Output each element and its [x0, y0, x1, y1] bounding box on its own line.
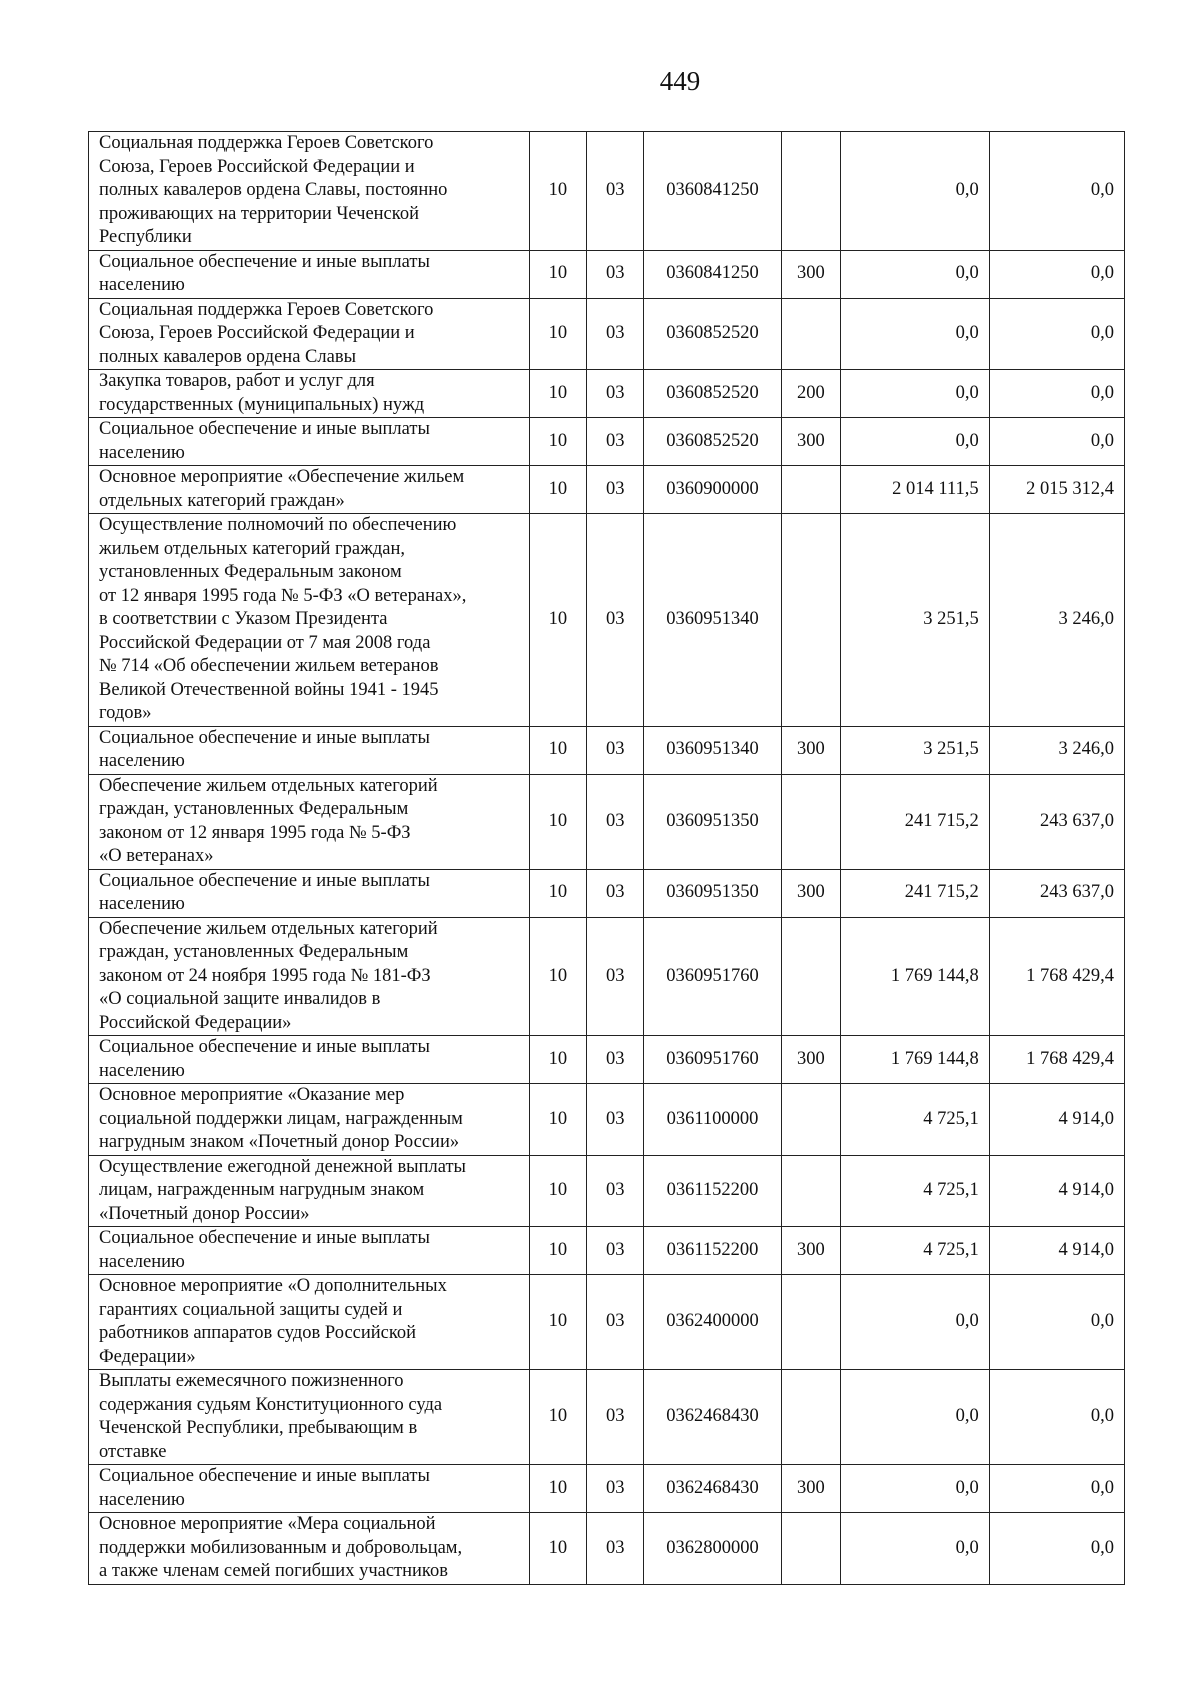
amount-year-2: 0,0	[989, 1465, 1124, 1513]
section-code: 10	[529, 726, 586, 774]
description-line: Основное мероприятие «Обеспечение жильем	[99, 467, 465, 487]
section-code: 10	[529, 1036, 586, 1084]
amount-year-2: 4 914,0	[989, 1227, 1124, 1275]
row-description	[89, 418, 530, 466]
table-row	[89, 917, 1125, 1036]
description-line: Выплаты ежемесячного пожизненного	[99, 1371, 404, 1391]
row-description	[89, 869, 530, 917]
amount-year-2: 0,0	[989, 1370, 1124, 1465]
amount-year-2: 243 637,0	[989, 774, 1124, 869]
amount-year-1: 0,0	[841, 418, 990, 466]
description-line: работников аппаратов судов Российской	[99, 1323, 417, 1343]
section-code: 10	[529, 370, 586, 418]
table-row	[89, 1084, 1125, 1156]
amount-year-2: 1 768 429,4	[989, 917, 1124, 1036]
amount-year-2: 0,0	[989, 298, 1124, 370]
amount-year-1: 4 725,1	[841, 1227, 990, 1275]
subsection-code: 03	[587, 1513, 644, 1585]
description-line: населению	[99, 751, 185, 771]
target-article-code: 0360900000	[644, 466, 781, 514]
description-line: проживающих на территории Чеченской	[99, 203, 419, 224]
section-code: 10	[529, 298, 586, 370]
budget-table	[88, 131, 1125, 1585]
description-line: государственных (муниципальных) нужд	[99, 394, 425, 415]
description-line: населению	[99, 442, 185, 463]
row-description	[89, 132, 530, 251]
table-row	[89, 1275, 1125, 1370]
subsection-code: 03	[587, 869, 644, 917]
expense-type-code	[781, 1275, 840, 1370]
row-description	[89, 370, 530, 418]
table-row	[89, 250, 1125, 298]
subsection-code: 03	[587, 1370, 644, 1465]
description-line: установленных Федеральным законом	[99, 562, 402, 582]
section-code: 10	[529, 1227, 586, 1275]
expense-type-code	[781, 1370, 840, 1465]
description-line: Осуществление полномочий по обеспечению	[99, 515, 457, 535]
subsection-code: 03	[587, 418, 644, 466]
expense-type-code	[781, 298, 840, 370]
section-code: 10	[529, 1513, 586, 1585]
description-line: законом от 24 ноября 1995 года № 181-ФЗ	[99, 965, 431, 986]
description-line: Основное мероприятие «Оказание мер	[99, 1085, 405, 1105]
target-article-code: 0360951340	[644, 726, 781, 774]
amount-year-1: 0,0	[841, 132, 990, 251]
subsection-code: 03	[587, 726, 644, 774]
amount-year-2: 1 768 429,4	[989, 1036, 1124, 1084]
description-line: Основное мероприятие «О дополнительных	[99, 1276, 447, 1296]
amount-year-1: 3 251,5	[841, 514, 990, 727]
amount-year-1: 241 715,2	[841, 869, 990, 917]
section-code: 10	[529, 1370, 586, 1465]
section-code: 10	[529, 514, 586, 727]
description-line: Республики	[99, 227, 192, 247]
description-line: в соответствии с Указом Президента	[99, 609, 388, 629]
description-line: отдельных категорий граждан»	[99, 490, 345, 511]
target-article-code: 0362400000	[644, 1275, 781, 1370]
description-line: поддержки мобилизованным и добровольцам,	[99, 1537, 463, 1558]
expense-type-code	[781, 917, 840, 1036]
target-article-code: 0360951340	[644, 514, 781, 727]
description-line: населению	[99, 1251, 185, 1272]
description-line: Чеченской Республики, пребывающим в	[99, 1418, 418, 1438]
expense-type-code: 300	[781, 418, 840, 466]
subsection-code: 03	[587, 1084, 644, 1156]
row-description	[89, 1084, 530, 1156]
expense-type-code: 300	[781, 1036, 840, 1084]
subsection-code: 03	[587, 370, 644, 418]
expense-type-code	[781, 1155, 840, 1227]
amount-year-1: 2 014 111,5	[841, 466, 990, 514]
subsection-code: 03	[587, 132, 644, 251]
amount-year-2: 2 015 312,4	[989, 466, 1124, 514]
table-row	[89, 1513, 1125, 1585]
table-row	[89, 298, 1125, 370]
expense-type-code	[781, 132, 840, 251]
amount-year-2: 4 914,0	[989, 1155, 1124, 1227]
section-code: 10	[529, 917, 586, 1036]
description-line: граждан, установленных Федеральным	[99, 942, 409, 962]
subsection-code: 03	[587, 774, 644, 869]
description-line: населению	[99, 1060, 185, 1081]
table-row	[89, 1227, 1125, 1275]
subsection-code: 03	[587, 466, 644, 514]
description-line: а также членам семей погибших участников	[99, 1561, 448, 1581]
amount-year-1: 1 769 144,8	[841, 1036, 990, 1084]
table-row	[89, 1036, 1125, 1084]
section-code: 10	[529, 132, 586, 251]
section-code: 10	[529, 869, 586, 917]
description-line: Социальная поддержка Героев Советского	[99, 299, 434, 320]
row-description	[89, 1227, 530, 1275]
description-line: Обеспечение жильем отдельных категорий	[99, 918, 438, 939]
table-row	[89, 466, 1125, 514]
description-line: населению	[99, 1489, 185, 1510]
amount-year-2: 0,0	[989, 418, 1124, 466]
description-line: социальной поддержки лицам, награжденным	[99, 1108, 463, 1129]
description-line: Социальное обеспечение и иные выплаты	[99, 1037, 430, 1057]
description-line: граждан, установленных Федеральным	[99, 799, 409, 819]
amount-year-1: 3 251,5	[841, 726, 990, 774]
section-code: 10	[529, 1155, 586, 1227]
amount-year-1: 4 725,1	[841, 1155, 990, 1227]
target-article-code: 0360951350	[644, 774, 781, 869]
amount-year-2: 3 246,0	[989, 514, 1124, 727]
description-line: годов»	[99, 703, 152, 723]
row-description	[89, 1513, 530, 1585]
amount-year-1: 1 769 144,8	[841, 917, 990, 1036]
amount-year-2: 0,0	[989, 1513, 1124, 1585]
description-line: Осуществление ежегодной денежной выплаты	[99, 1156, 466, 1177]
description-line: Союза, Героев Российской Федерации и	[99, 156, 415, 177]
description-line: Великой Отечественной войны 1941 - 1945	[99, 679, 439, 700]
description-line: «О ветеранах»	[99, 846, 214, 866]
subsection-code: 03	[587, 298, 644, 370]
amount-year-2: 0,0	[989, 370, 1124, 418]
section-code: 10	[529, 418, 586, 466]
expense-type-code: 300	[781, 869, 840, 917]
description-line: жильем отдельных категорий граждан,	[99, 538, 406, 559]
expense-type-code: 200	[781, 370, 840, 418]
description-line: полных кавалеров ордена Славы, постоянно	[99, 180, 448, 200]
target-article-code: 0360852520	[644, 418, 781, 466]
amount-year-1: 4 725,1	[841, 1084, 990, 1156]
subsection-code: 03	[587, 1465, 644, 1513]
table-row	[89, 514, 1125, 727]
amount-year-1: 0,0	[841, 1465, 990, 1513]
subsection-code: 03	[587, 917, 644, 1036]
description-line: содержания судьям Конституционного суда	[99, 1394, 443, 1415]
table-row	[89, 1465, 1125, 1513]
table-row	[89, 418, 1125, 466]
amount-year-2: 4 914,0	[989, 1084, 1124, 1156]
amount-year-1: 241 715,2	[841, 774, 990, 869]
description-line: отставке	[99, 1441, 167, 1462]
description-line: № 714 «Об обеспечении жильем ветеранов	[99, 656, 439, 676]
amount-year-1: 0,0	[841, 1370, 990, 1465]
row-description	[89, 298, 530, 370]
row-description	[89, 1275, 530, 1370]
target-article-code: 0362468430	[644, 1370, 781, 1465]
row-description	[89, 1465, 530, 1513]
expense-type-code	[781, 1513, 840, 1585]
row-description	[89, 1155, 530, 1227]
description-line: населению	[99, 894, 185, 914]
description-line: от 12 января 1995 года № 5-ФЗ «О ветеранах»,	[99, 585, 467, 606]
target-article-code: 0361152200	[644, 1155, 781, 1227]
row-description	[89, 917, 530, 1036]
amount-year-1: 0,0	[841, 1275, 990, 1370]
table-row	[89, 1155, 1125, 1227]
description-line: Российской Федерации»	[99, 1012, 292, 1033]
description-line: Социальное обеспечение и иные выплаты	[99, 727, 430, 748]
description-line: Социальное обеспечение и иные выплаты	[99, 1228, 430, 1248]
row-description	[89, 466, 530, 514]
row-description	[89, 514, 530, 727]
row-description	[89, 250, 530, 298]
description-line: Обеспечение жильем отдельных категорий	[99, 775, 438, 796]
description-line: Основное мероприятие «Мера социальной	[99, 1514, 436, 1534]
description-line: законом от 12 января 1995 года № 5-ФЗ	[99, 822, 411, 843]
description-line: Социальное обеспечение и иные выплаты	[99, 1466, 430, 1486]
description-line: Российской Федерации от 7 мая 2008 года	[99, 632, 431, 653]
description-line: Социальное обеспечение и иные выплаты	[99, 870, 430, 891]
description-line: нагрудным знаком «Почетный донор России»	[99, 1132, 460, 1152]
amount-year-2: 3 246,0	[989, 726, 1124, 774]
description-line: Союза, Героев Российской Федерации и	[99, 323, 415, 343]
description-line: Закупка товаров, работ и услуг для	[99, 371, 375, 391]
page-number: 449	[659, 66, 701, 96]
target-article-code: 0360951760	[644, 917, 781, 1036]
table-row	[89, 132, 1125, 251]
description-line: Социальное обеспечение и иные выплаты	[99, 251, 430, 272]
row-description	[89, 774, 530, 869]
row-description	[89, 1036, 530, 1084]
expense-type-code	[781, 774, 840, 869]
subsection-code: 03	[587, 1155, 644, 1227]
target-article-code: 0360852520	[644, 298, 781, 370]
subsection-code: 03	[587, 514, 644, 727]
target-article-code: 0360841250	[644, 132, 781, 251]
section-code: 10	[529, 1275, 586, 1370]
table-row	[89, 1370, 1125, 1465]
row-description	[89, 726, 530, 774]
section-code: 10	[529, 774, 586, 869]
table-row	[89, 774, 1125, 869]
description-line: лицам, награжденным нагрудным знаком	[99, 1180, 425, 1200]
table-row	[89, 869, 1125, 917]
description-line: «Почетный донор России»	[99, 1203, 310, 1224]
description-line: Федерации»	[99, 1346, 196, 1367]
section-code: 10	[529, 1465, 586, 1513]
description-line: полных кавалеров ордена Славы	[99, 346, 356, 367]
amount-year-2: 0,0	[989, 250, 1124, 298]
section-code: 10	[529, 1084, 586, 1156]
target-article-code: 0362468430	[644, 1465, 781, 1513]
description-line: гарантиях социальной защиты судей и	[99, 1299, 403, 1320]
table-row	[89, 726, 1125, 774]
amount-year-2: 0,0	[989, 132, 1124, 251]
amount-year-1: 0,0	[841, 298, 990, 370]
amount-year-2: 0,0	[989, 1275, 1124, 1370]
expense-type-code	[781, 1084, 840, 1156]
target-article-code: 0362800000	[644, 1513, 781, 1585]
amount-year-1: 0,0	[841, 250, 990, 298]
amount-year-1: 0,0	[841, 1513, 990, 1585]
subsection-code: 03	[587, 1036, 644, 1084]
target-article-code: 0360951350	[644, 869, 781, 917]
target-article-code: 0361100000	[644, 1084, 781, 1156]
target-article-code: 0360841250	[644, 250, 781, 298]
expense-type-code: 300	[781, 726, 840, 774]
target-article-code: 0360951760	[644, 1036, 781, 1084]
description-line: населению	[99, 275, 185, 295]
expense-type-code	[781, 514, 840, 727]
subsection-code: 03	[587, 1275, 644, 1370]
description-line: «О социальной защите инвалидов в	[99, 989, 381, 1009]
amount-year-2: 243 637,0	[989, 869, 1124, 917]
table-row	[89, 370, 1125, 418]
expense-type-code: 300	[781, 250, 840, 298]
row-description	[89, 1370, 530, 1465]
target-article-code: 0360852520	[644, 370, 781, 418]
expense-type-code: 300	[781, 1465, 840, 1513]
section-code: 10	[529, 250, 586, 298]
section-code: 10	[529, 466, 586, 514]
description-line: Социальное обеспечение и иные выплаты	[99, 419, 430, 439]
expense-type-code: 300	[781, 1227, 840, 1275]
amount-year-1: 0,0	[841, 370, 990, 418]
subsection-code: 03	[587, 250, 644, 298]
target-article-code: 0361152200	[644, 1227, 781, 1275]
subsection-code: 03	[587, 1227, 644, 1275]
table-body	[89, 132, 1125, 1585]
expense-type-code	[781, 466, 840, 514]
description-line: Социальная поддержка Героев Советского	[99, 133, 434, 153]
